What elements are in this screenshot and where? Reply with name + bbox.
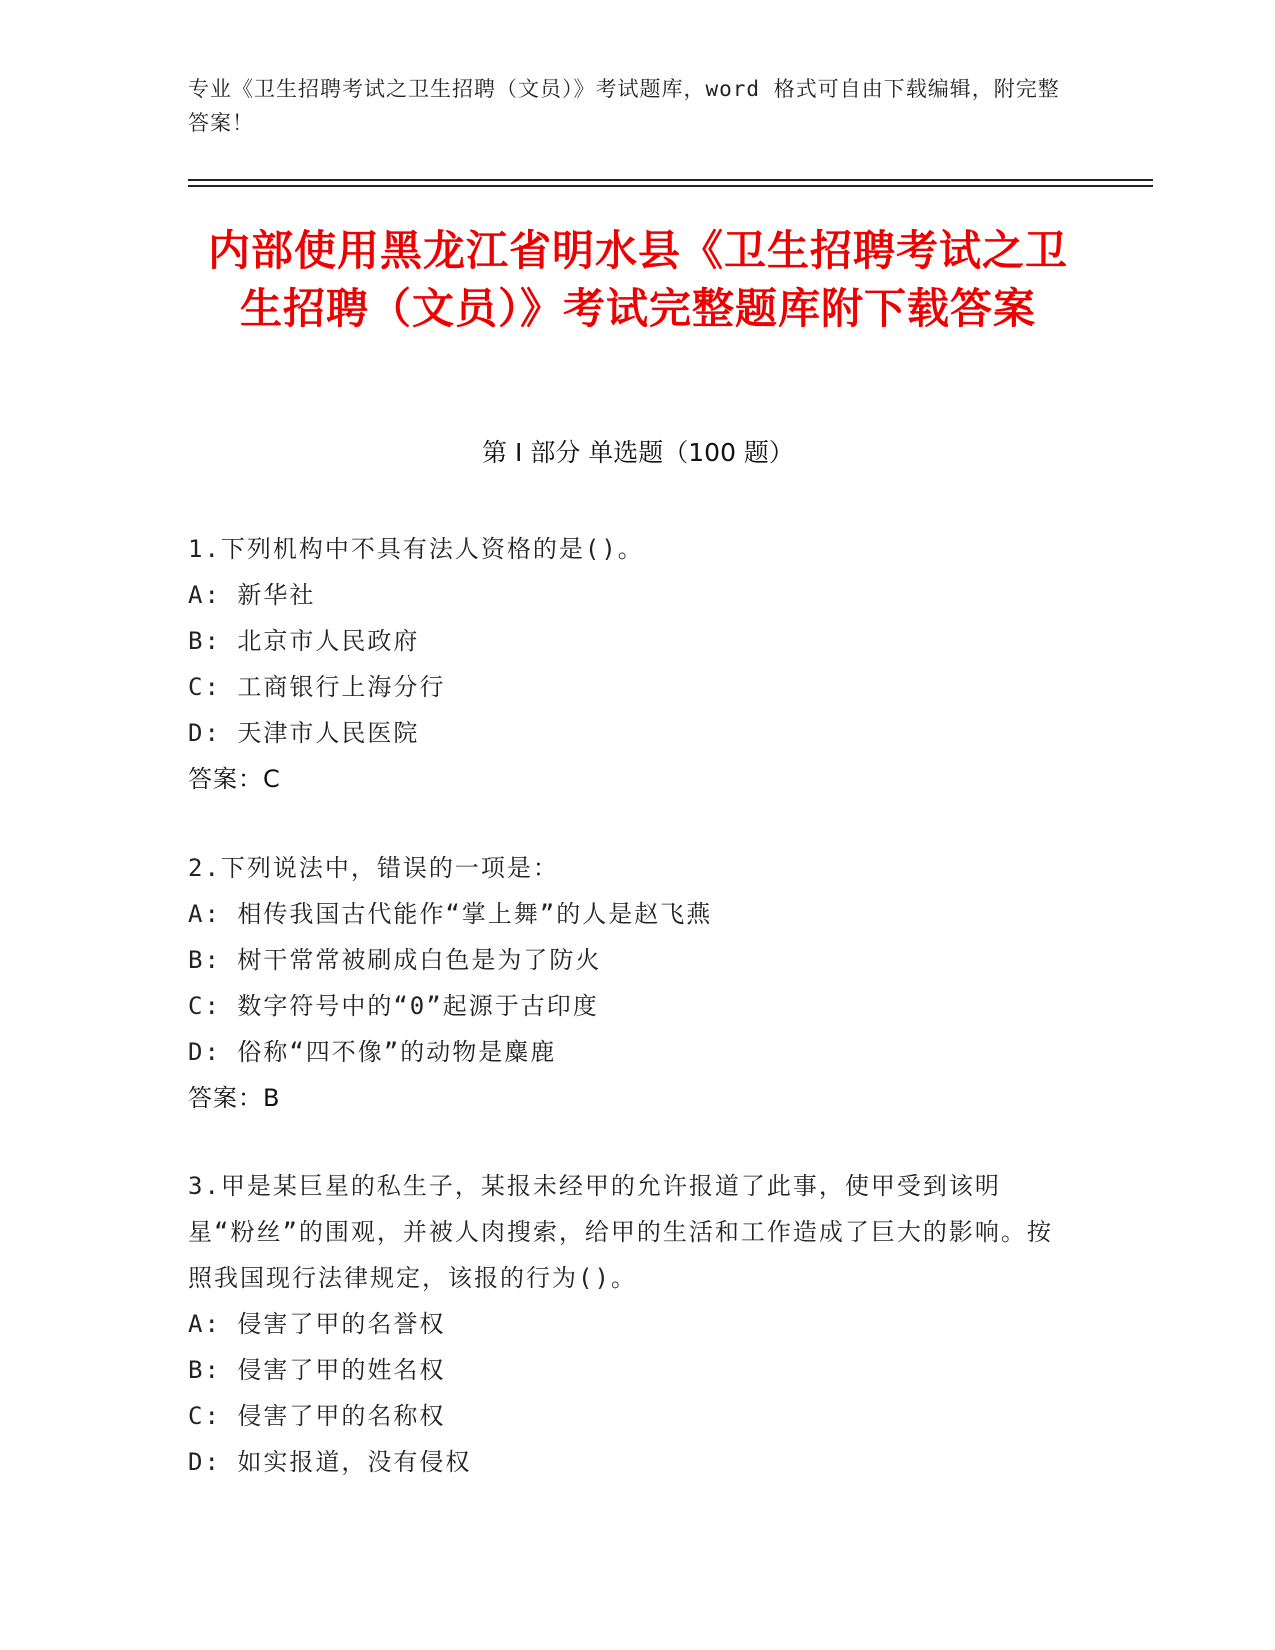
option-a: A: 新华社 — [188, 581, 316, 609]
question-2 — [188, 845, 1068, 1121]
question-1 — [188, 526, 1068, 802]
option-d: D: 如实报道，没有侵权 — [188, 1448, 472, 1476]
header-divider-top — [188, 179, 1153, 181]
question-stem: 2.下列说法中，错误的一项是： — [188, 854, 559, 882]
option-c: C: 工商银行上海分行 — [188, 673, 446, 701]
option-d: D: 天津市人民医院 — [188, 719, 420, 747]
option-a: A: 相传我国古代能作“掌上舞”的人是赵飞燕 — [188, 900, 713, 928]
document-title: 内部使用黑龙江省明水县《卫生招聘考试之卫生招聘（文员）》考试完整题库附下载答案 — [207, 226, 1068, 333]
question-3 — [188, 1163, 1068, 1485]
answer: 答案：C — [188, 765, 281, 793]
option-b: B: 北京市人民政府 — [188, 627, 420, 655]
option-b: B: 侵害了甲的姓名权 — [188, 1356, 446, 1384]
option-a: A: 侵害了甲的名誉权 — [188, 1310, 446, 1338]
question-stem: 1.下列机构中不具有法人资格的是()。 — [188, 535, 644, 563]
option-c: C: 侵害了甲的名称权 — [188, 1402, 446, 1430]
header-divider-bottom — [188, 185, 1153, 187]
header-note: 专业《卫生招聘考试之卫生招聘（文员）》考试题库，word 格式可自由下载编辑，附完整答案！ — [188, 77, 1060, 135]
option-c: C: 数字符号中的“0”起源于古印度 — [188, 992, 599, 1020]
question-stem: 3.甲是某巨星的私生子，某报未经甲的允许报道了此事，使甲受到该明星“粉丝”的围观，并被人肉搜索，给甲的生活和工作造成了巨大的影响。按照我国现行法律规定，该报的行为()。 — [188, 1172, 1053, 1292]
section-title: 第 I 部分 单选题（100 题） — [482, 438, 794, 467]
option-d: D: 俗称“四不像”的动物是麋鹿 — [188, 1038, 557, 1066]
option-b: B: 树干常常被刷成白色是为了防火 — [188, 946, 602, 974]
answer: 答案：B — [188, 1084, 281, 1112]
